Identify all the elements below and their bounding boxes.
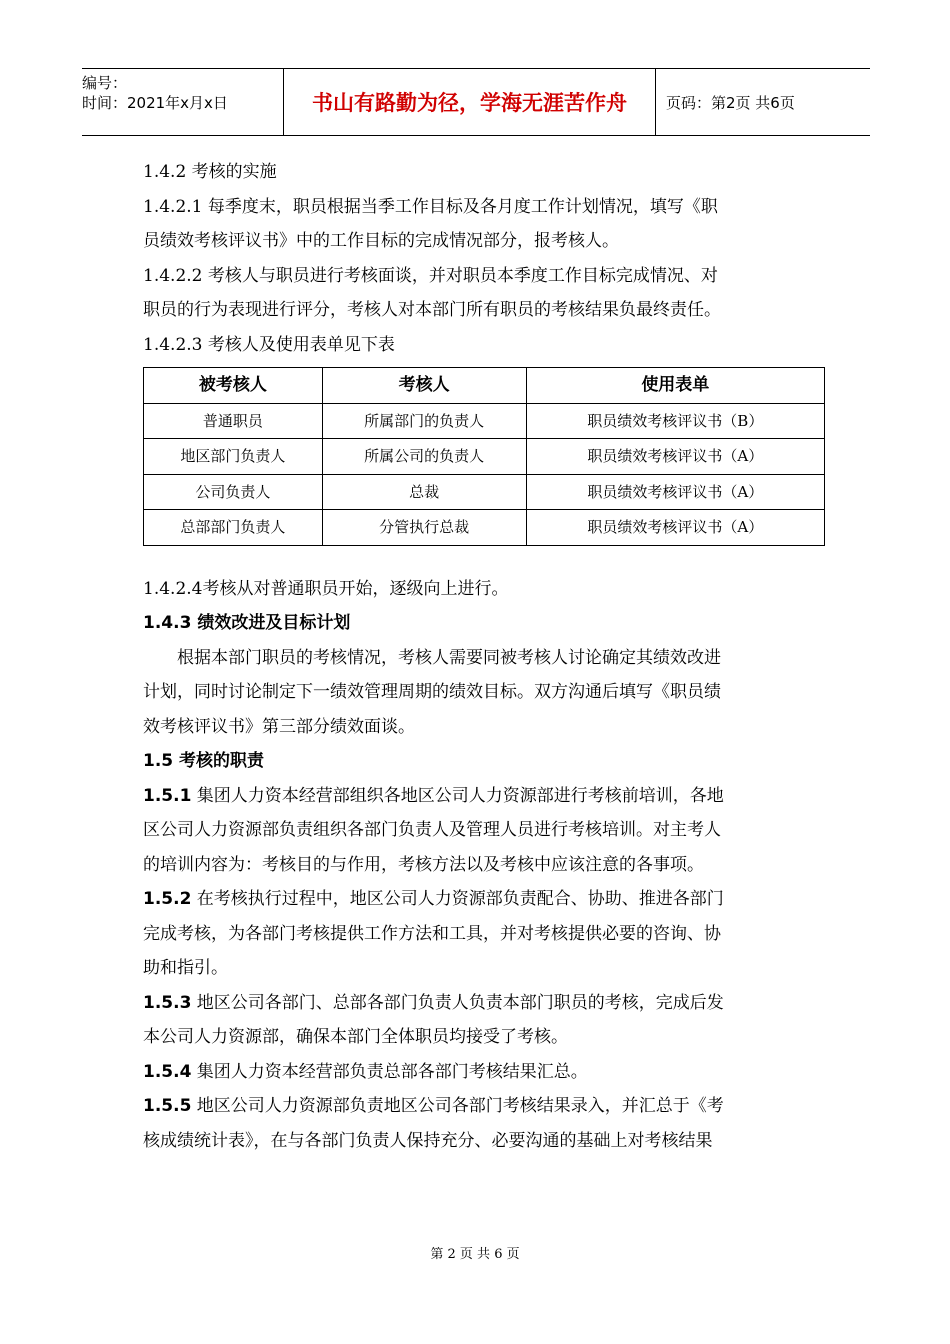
table-row	[144, 439, 825, 475]
paragraph-1-5-5-line-2: 核成绩统计表》，在与各部门负责人保持充分、必要沟通的基础上对考核结果	[143, 1130, 713, 1151]
table-cell: 所属部门的负责人	[322, 403, 526, 439]
table-row	[144, 510, 825, 546]
header-page-info: 页码：第2页 共6页	[666, 93, 795, 112]
table-cell: 总裁	[322, 474, 526, 510]
paragraph-text: 地区公司各部门、总部各部门负责人负责本部门职员的考核，完成后发	[191, 992, 724, 1013]
time-label: 时间：2021年x月x日	[82, 94, 228, 112]
table-cell: 职员绩效考核评议书（A）	[526, 474, 824, 510]
table-cell: 职员绩效考核评议书（A）	[526, 510, 824, 546]
paragraph-1-5-2-line-2: 完成考核，为各部门考核提供工作方法和工具，并对考核提供必要的咨询、协	[143, 923, 721, 944]
document-body	[143, 155, 803, 1158]
page-footer: 第 2 页 共 6 页	[430, 1247, 520, 1262]
paragraph-1-4-2-2-line-2: 职员的行为表现进行评分，考核人对本部门所有职员的考核结果负最终责任。	[143, 300, 721, 320]
table-header-cell: 被考核人	[144, 368, 323, 404]
table-row	[144, 403, 825, 439]
paragraph-1-5-2-line-1	[143, 882, 803, 917]
paragraph-1-5-1-line-1	[143, 779, 803, 814]
paragraph-1-4-2-1-line-1: 1.4.2.1 每季度末，职员根据当季工作目标及各月度工作计划情况，填写《职	[143, 196, 718, 217]
paragraph-1-4-3-line-2: 计划，同时讨论制定下一绩效管理周期的绩效目标。双方沟通后填写《职员绩	[143, 682, 721, 702]
table-cell: 总部部门负责人	[144, 510, 323, 546]
paragraph-1-5-4-line-1	[143, 1055, 803, 1090]
section-1-4-3-title: 1.4.3 绩效改进及目标计划	[143, 613, 351, 633]
number-label: 编号：	[82, 74, 128, 92]
paragraph-1-4-2-4: 1.4.2.4考核从对普通职员开始，逐级向上进行。	[143, 578, 509, 599]
table-row	[144, 474, 825, 510]
paragraph-text: 集团人力资本经营部负责总部各部门考核结果汇总。	[191, 1061, 588, 1082]
paragraph-number: 1.5.2	[143, 889, 192, 909]
page-header	[82, 68, 870, 136]
section-1-5-title: 1.5 考核的职责	[143, 751, 265, 771]
table-header-cell: 使用表单	[526, 368, 824, 404]
paragraph-1-5-1-line-2: 区公司人力资源部负责组织各部门负责人及管理人员进行考核培训。对主考人	[143, 820, 721, 840]
table-cell: 所属公司的负责人	[322, 439, 526, 475]
paragraph-1-4-3-line-3: 效考核评议书》第三部分绩效面谈。	[143, 716, 415, 737]
paragraph-text: 集团人力资本经营部组织各地区公司人力资源部进行考核前培训，各地	[191, 785, 724, 806]
paragraph-1-5-3-line-2: 本公司人力资源部，确保本部门全体职员均接受了考核。	[143, 1027, 568, 1047]
paragraph-1-5-5-line-1	[143, 1089, 803, 1124]
section-1-4-2-title: 1.4.2 考核的实施	[143, 162, 277, 182]
paragraph-text: 在考核执行过程中，地区公司人力资源部负责配合、协助、推进各部门	[191, 889, 724, 909]
table-cell: 职员绩效考核评议书（B）	[526, 403, 824, 439]
table-header-row	[144, 368, 825, 404]
paragraph-1-4-3-line-1: 根据本部门职员的考核情况，考核人需要同被考核人讨论确定其绩效改进	[177, 647, 721, 668]
assessment-table	[143, 367, 825, 546]
paragraph-number: 1.5.4	[143, 1061, 192, 1082]
header-motto: 书山有路勤为径，学海无涯苦作舟	[284, 69, 656, 135]
paragraph-number: 1.5.3	[143, 992, 192, 1013]
table-cell: 地区部门负责人	[144, 439, 323, 475]
paragraph-1-5-3-line-1	[143, 986, 803, 1021]
paragraph-1-5-2-line-3: 助和指引。	[143, 958, 228, 978]
paragraph-1-4-2-1-line-2: 员绩效考核评议书》中的工作目标的完成情况部分，报考核人。	[143, 231, 619, 251]
table-header-cell: 考核人	[322, 368, 526, 404]
paragraph-1-4-2-2-line-1: 1.4.2.2 考核人与职员进行考核面谈，并对职员本季度工作目标完成情况、对	[143, 265, 718, 286]
paragraph-1-5-1-line-3: 的培训内容为：考核目的与作用，考核方法以及考核中应该注意的各事项。	[143, 854, 704, 875]
paragraph-1-4-2-3: 1.4.2.3 考核人及使用表单见下表	[143, 334, 395, 355]
paragraph-number: 1.5.5	[143, 1096, 192, 1116]
table-cell: 分管执行总裁	[322, 510, 526, 546]
table-cell: 职员绩效考核评议书（A）	[526, 439, 824, 475]
table-cell: 普通职员	[144, 403, 323, 439]
paragraph-number: 1.5.1	[143, 785, 192, 806]
paragraph-text: 地区公司人力资源部负责地区公司各部门考核结果录入，并汇总于《考	[191, 1096, 724, 1116]
table-cell: 公司负责人	[144, 474, 323, 510]
header-meta	[82, 69, 284, 135]
